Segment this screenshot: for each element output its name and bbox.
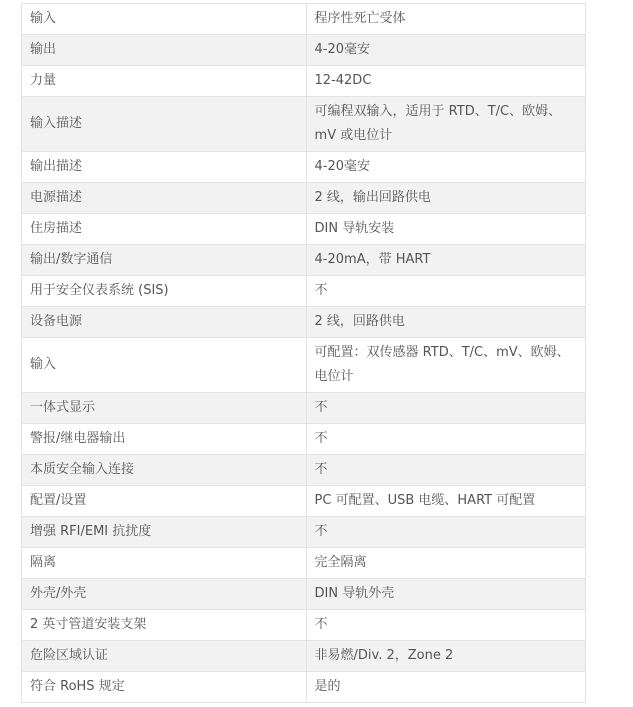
row-label: 输入描述 [22,97,307,152]
row-label: 设备电源 [22,307,307,338]
spec-table [21,3,586,703]
row-label: 危险区域认证 [22,641,307,672]
table-row [22,183,586,214]
table-row [22,393,586,424]
table-row [22,152,586,183]
row-value: 完全隔离 [306,548,585,579]
row-value: 不 [306,517,585,548]
row-value: 可配置：双传感器 RTD、T/C、mV、欧姆、电位计 [306,338,585,393]
table-row [22,214,586,245]
row-value: 12-42DC [306,66,585,97]
row-value: 不 [306,424,585,455]
table-row [22,338,586,393]
row-value: 可编程双输入，适用于 RTD、T/C、欧姆、mV 或电位计 [306,97,585,152]
table-row [22,424,586,455]
table-row [22,307,586,338]
row-value: DIN 导轨安装 [306,214,585,245]
row-value: 2 线，输出回路供电 [306,183,585,214]
table-row [22,4,586,35]
table-row [22,579,586,610]
table-row [22,548,586,579]
row-label: 2 英寸管道安装支架 [22,610,307,641]
row-label: 一体式显示 [22,393,307,424]
row-value: 是的 [306,672,585,703]
table-row [22,672,586,703]
table-row [22,455,586,486]
row-label: 输出/数字通信 [22,245,307,276]
row-label: 力量 [22,66,307,97]
row-value: PC 可配置、USB 电缆、HART 可配置 [306,486,585,517]
row-label: 隔离 [22,548,307,579]
row-value: DIN 导轨外壳 [306,579,585,610]
row-label: 电源描述 [22,183,307,214]
table-row [22,486,586,517]
row-value: 不 [306,276,585,307]
row-label: 本质安全输入连接 [22,455,307,486]
row-label: 输入 [22,338,307,393]
table-row [22,276,586,307]
row-label: 输出描述 [22,152,307,183]
row-value: 4-20mA，带 HART [306,245,585,276]
row-label: 配置/设置 [22,486,307,517]
row-value: 不 [306,610,585,641]
row-label: 增强 RFI/EMI 抗扰度 [22,517,307,548]
row-label: 符合 RoHS 规定 [22,672,307,703]
row-value: 4-20毫安 [306,35,585,66]
row-value: 4-20毫安 [306,152,585,183]
table-row [22,97,586,152]
row-value: 2 线，回路供电 [306,307,585,338]
table-row [22,35,586,66]
row-value: 程序性死亡受体 [306,4,585,35]
row-label: 住房描述 [22,214,307,245]
row-label: 外壳/外壳 [22,579,307,610]
row-label: 用于安全仪表系统 (SIS) [22,276,307,307]
row-value: 不 [306,455,585,486]
table-row [22,641,586,672]
table-row [22,610,586,641]
row-label: 警报/继电器输出 [22,424,307,455]
row-value: 不 [306,393,585,424]
row-label: 输出 [22,35,307,66]
table-row [22,66,586,97]
table-row [22,245,586,276]
row-value: 非易燃/Div. 2，Zone 2 [306,641,585,672]
row-label: 输入 [22,4,307,35]
table-row [22,517,586,548]
